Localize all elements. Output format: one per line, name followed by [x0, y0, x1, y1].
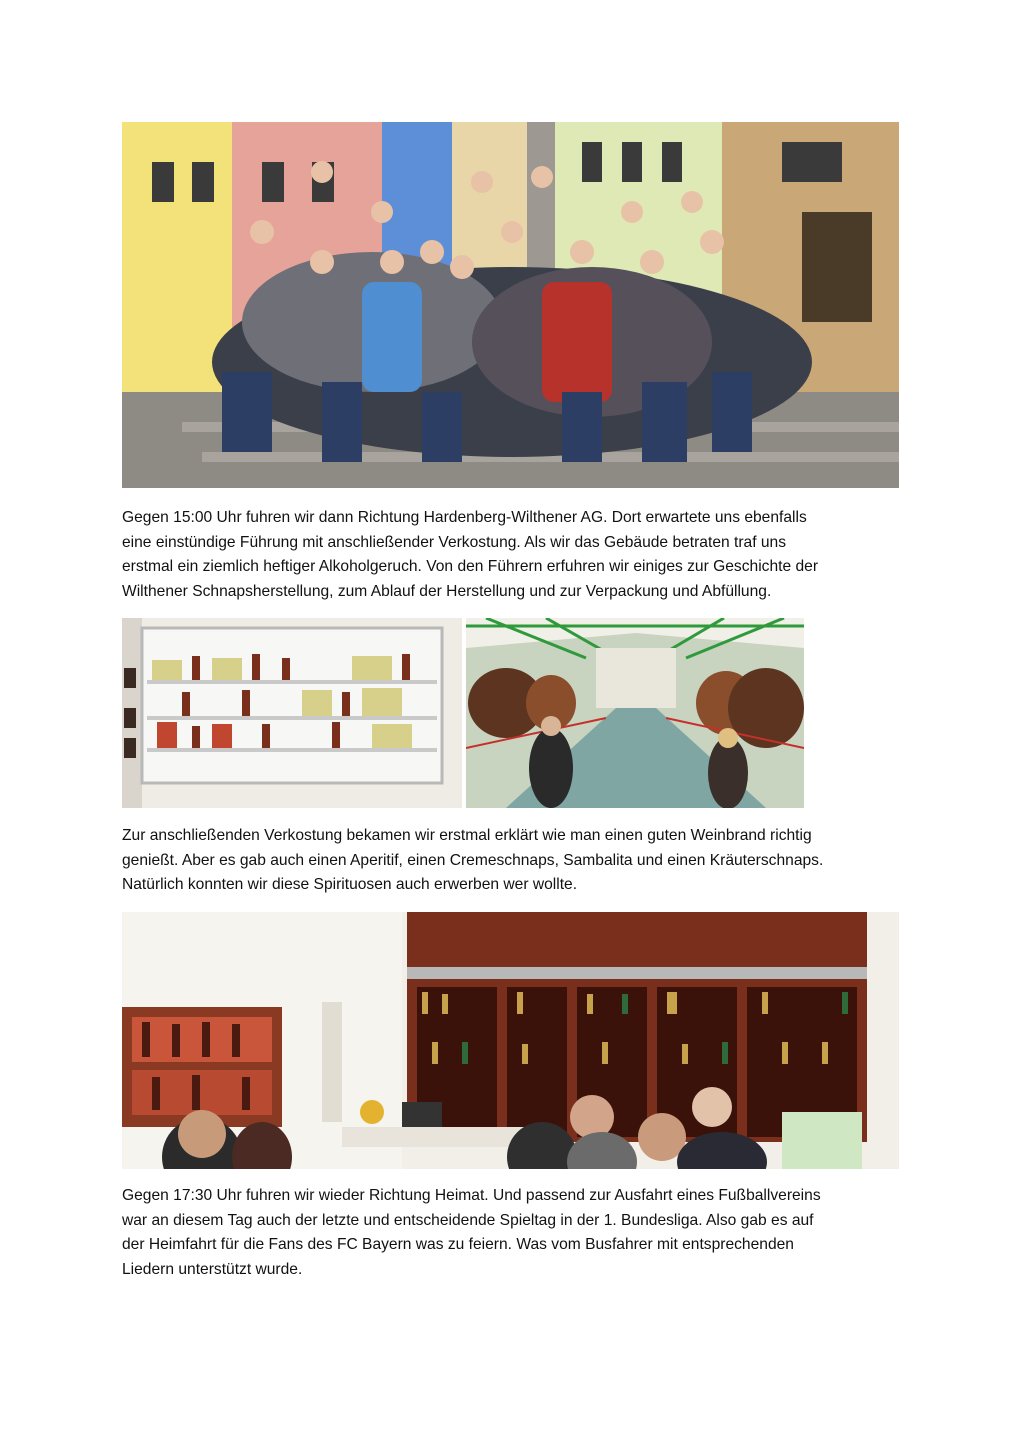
- paragraph-line: Zur anschließenden Verkostung bekamen wir erstmal erklärt wie man einen guten Weinbrand richtig: [122, 827, 812, 844]
- tasting-shop-photo: [122, 912, 899, 1169]
- paragraph-line: erstmal ein ziemlich heftiger Alkoholgeruch. Von den Führern erfuhren wir einiges zur Geschichte der: [122, 558, 819, 575]
- paragraph-1: [122, 506, 912, 604]
- paragraph-3: [122, 1184, 912, 1282]
- paragraph-line: Natürlich konnten wir diese Spirituosen auch erwerben wer wollte.: [122, 876, 578, 893]
- paragraph-line: eine einstündige Führung mit anschließender Verkostung. Als wir das Gebäude betraten traf uns: [122, 533, 786, 551]
- paragraph-2: [122, 824, 912, 898]
- paragraph-line: Gegen 17:30 Uhr fuhren wir wieder Richtung Heimat. Und passend zur Ausfahrt eines Fußballvereins: [122, 1187, 821, 1204]
- group-photo: [122, 122, 899, 488]
- paragraph-line: genießt. Aber es gab auch einen Aperitif, einen Cremeschnaps, Sambalita und einen Kräuterschnaps.: [122, 851, 824, 869]
- paragraph-line: der Heimfahrt für die Fans des FC Bayern was zu feiern. Was vom Busfahrer mit entsprechenden: [122, 1236, 794, 1253]
- paragraph-line: Wilthener Schnapsherstellung, zum Ablauf der Herstellung und zur Verpackung und Abfüllung.: [122, 582, 772, 600]
- paragraph-line: war an diesem Tag auch der letzte und entscheidende Spieltag in der 1. Bundesliga. Also gab es auf: [122, 1211, 814, 1229]
- barrel-hall-photo: [466, 618, 804, 808]
- paragraph-line: Gegen 15:00 Uhr fuhren wir dann Richtung Hardenberg-Wilthener AG. Dort erwartete uns ebenfalls: [122, 509, 807, 526]
- bottle-shelf-photo: [122, 618, 462, 808]
- paragraph-line: Liedern unterstützt wurde.: [122, 1260, 303, 1278]
